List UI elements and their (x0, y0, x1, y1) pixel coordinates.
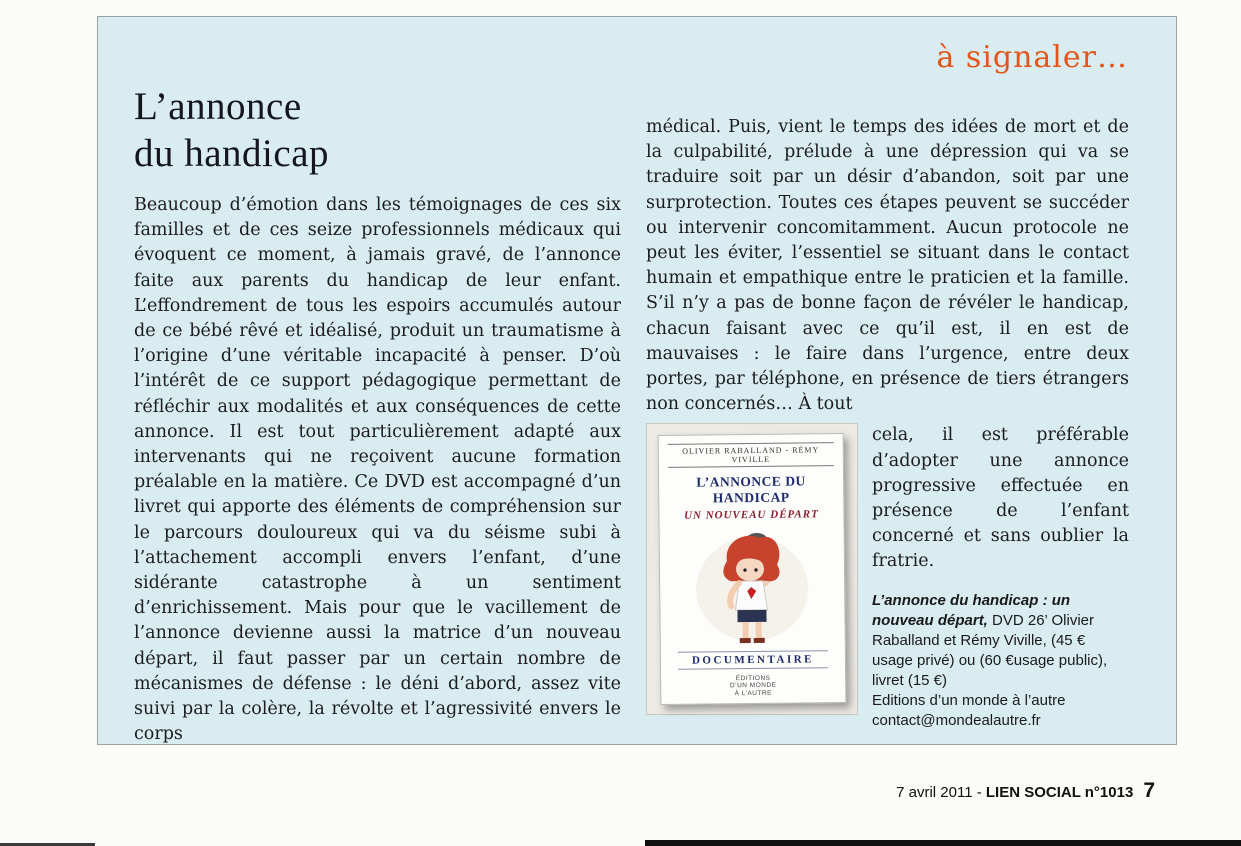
article-body-wrap: cela, il est préférable d’adopter une annonce progressive effectuée en présence de l’enfant concerné et sans oublier la fratrie. (872, 425, 1129, 572)
caption-details: DVD 26’ Olivier Raballand et Rémy Viville, (45 € usage privé) ou (60 €usage public), livret (15 €) (872, 611, 1108, 689)
dvd-publisher-line-3: À L’AUTRE (734, 689, 773, 698)
dvd-title: L’ANNONCE DU HANDICAP (696, 473, 806, 506)
dvd-publisher-line-2: D’UN MONDE (729, 682, 777, 690)
article-columns (134, 83, 1128, 747)
dvd-subtitle: UN NOUVEAU DÉPART (683, 508, 819, 523)
dvd-caption (872, 591, 1129, 731)
article-body-left: Beaucoup d’émotion dans les témoignages de ces six familles et de ces seize professionnels médicaux qui évoquent ce moment, à jamais gravé, de l’annonce faite aux parents du handicap de leur enfant. L’effondrement de tous les espoirs accumulés autour de ce bébé rêvé et idéalisé, produit un traumatisme à l’origine d’une véritable incapacité à penser. D’où l’intérêt de ce support pédagogique permettant de réfléchir aux modalités et aux conséquences de cette annonce. Il est tout particulièrement adapté aux intervenants qui ne reçoivent aucune formation préalable en la matière. Ce DVD est accompagné d’un livret qui apporte des éléments de compréhension sur le parcours douloureux qui va du séisme subi à l’attachement accompli envers l’enfant, d’une sidérante catastrophe à un sentiment d’enrichissement. Mais pour que le vacillement de l’annonce devienne aussi la matrice d’un nouveau départ, il faut passer par un certain nombre de mécanismes de défense : le déni d’abord, assez vite suivi par la colère, la révolte et l’agressivité envers le corps (134, 195, 621, 745)
footer-issue: LIEN SOCIAL n°1013 (985, 784, 1134, 801)
manga-girl-illustration (669, 521, 836, 652)
caption-title: L’annonce du handicap : un nouveau départ, (872, 591, 1071, 629)
dvd-publisher-logo (730, 675, 777, 698)
dvd-authors: OLIVIER RABALLAND - RÉMY VIVILLE (668, 443, 834, 469)
scan-edge-bar-right (645, 840, 1241, 846)
dvd-publisher-line-1: ÉDITIONS (735, 674, 771, 683)
caption-email: contact@mondealautre.fr (872, 711, 1041, 729)
girl-drawing-icon (686, 522, 819, 649)
footer-page-number: 7 (1143, 779, 1155, 802)
dvd-genre: DOCUMENTAIRE (678, 650, 828, 670)
article-title-line-2: du handicap (134, 132, 330, 175)
dvd-cover-photo (646, 423, 858, 715)
article-title-line-1: L’annonce (134, 85, 302, 128)
wrap-column (872, 423, 1129, 730)
footer-date: 7 avril 2011 - (896, 784, 986, 801)
caption-publisher: Editions d’un monde à l’autre (872, 691, 1066, 709)
article-body-right: médical. Puis, vient le temps des idées de mort et de la culpabilité, prélude à une dépression qui va se traduire soit par un désir d’abandon, soit par une surprotection. Toutes ces étapes peuvent se succéder ou intervenir concomitamment. Aucun protocole ne peut les éviter, l’essentiel se situant dans le contact humain et empathique entre le praticien et la famille. S’il n’y a pas de bonne façon de révéler le handicap, chacun faisant avec ce qu’il est, il en est de mauvaises : le faire dans l’urgence, entre deux portes, par téléphone, en présence de tiers étrangers non concernés… À tout (646, 117, 1129, 415)
media-row (646, 423, 1129, 730)
page-footer (896, 779, 1155, 803)
article-title (134, 83, 621, 177)
section-label: à signaler… (936, 40, 1128, 75)
article-box (97, 16, 1177, 745)
caption-paragraph (872, 591, 1129, 691)
right-column (646, 83, 1129, 747)
left-column (134, 83, 621, 747)
dvd-case (658, 433, 847, 705)
